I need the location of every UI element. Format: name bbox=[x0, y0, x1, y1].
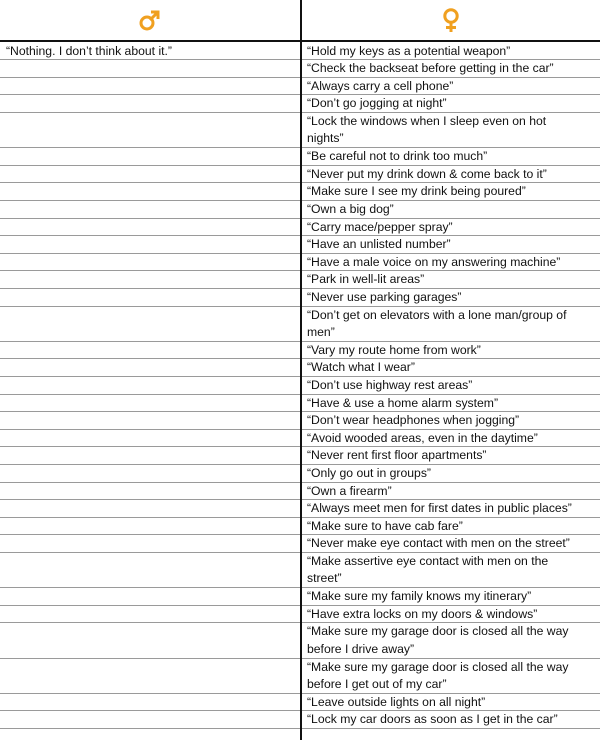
precaution-item: “Carry mace/pepper spray” bbox=[307, 219, 453, 234]
row-divider bbox=[0, 482, 300, 483]
row-divider bbox=[0, 306, 300, 307]
precaution-item: “Never put my drink down & come back to it” bbox=[307, 166, 547, 181]
precaution-item: “Lock my car doors as soon as I get in the car” bbox=[307, 712, 558, 727]
precaution-item: “Never make eye contact with men on the street” bbox=[307, 536, 570, 551]
precaution-item: “Avoid wooded areas, even in the daytime” bbox=[307, 430, 538, 445]
row-divider bbox=[0, 517, 300, 518]
row-divider bbox=[0, 587, 300, 588]
row-divider bbox=[0, 147, 300, 148]
row-divider bbox=[0, 235, 300, 236]
precaution-item: “Never use parking garages” bbox=[307, 289, 462, 304]
row-divider bbox=[0, 376, 300, 377]
male-symbol-icon bbox=[138, 8, 162, 32]
precaution-item: “Watch what I wear” bbox=[307, 360, 415, 375]
row-divider bbox=[0, 341, 300, 342]
precaution-item: “Hold my keys as a potential weapon” bbox=[307, 43, 511, 58]
precaution-item: “Always carry a cell phone” bbox=[307, 78, 454, 93]
precaution-item: “Only go out in groups” bbox=[307, 465, 431, 480]
row-divider bbox=[0, 253, 300, 254]
precaution-item: “Own a firearm” bbox=[307, 483, 392, 498]
precaution-item: “Make sure my garage door is closed all the way before I get out of my car” bbox=[307, 659, 569, 691]
row-divider bbox=[0, 218, 300, 219]
row-divider bbox=[0, 464, 300, 465]
row-divider bbox=[0, 552, 300, 553]
precaution-item: “Leave outside lights on all night” bbox=[307, 694, 486, 709]
row-divider bbox=[0, 446, 300, 447]
row-divider bbox=[0, 499, 300, 500]
precaution-item: “Make sure I see my drink being poured” bbox=[307, 184, 526, 199]
precaution-item: “Lock the windows when I sleep even on hot nights” bbox=[307, 113, 547, 146]
precaution-item: “Always meet men for first dates in public places” bbox=[307, 501, 572, 516]
row-divider bbox=[0, 429, 300, 430]
female-column-header bbox=[302, 0, 600, 40]
precaution-item: “Never rent first floor apartments” bbox=[307, 448, 487, 463]
row-divider bbox=[0, 693, 300, 694]
row-divider bbox=[0, 270, 300, 271]
precaution-item: “Don’t get on elevators with a lone man/group of men” bbox=[307, 307, 567, 339]
row-divider bbox=[0, 182, 300, 183]
precaution-item: “Be careful not to drink too much” bbox=[307, 149, 488, 164]
table-body bbox=[0, 42, 600, 740]
row-divider bbox=[0, 728, 300, 729]
precaution-item: “Check the backseat before getting in the car” bbox=[307, 61, 554, 76]
precaution-item: “Vary my route home from work” bbox=[307, 342, 481, 357]
precaution-item: “Have a male voice on my answering machine” bbox=[307, 254, 561, 269]
precaution-item: “Make sure my garage door is closed all the way before I drive away” bbox=[307, 624, 569, 656]
row-divider bbox=[0, 605, 300, 606]
precaution-item: “Own a big dog” bbox=[307, 201, 394, 216]
precaution-item: “Don’t wear headphones when jogging” bbox=[307, 413, 520, 428]
precaution-item: “Have extra locks on my doors & windows” bbox=[307, 606, 538, 621]
precaution-item: “Park in well-lit areas” bbox=[307, 272, 425, 287]
row-divider bbox=[0, 94, 300, 95]
row-divider bbox=[0, 394, 300, 395]
row-divider bbox=[0, 534, 300, 535]
row-divider bbox=[0, 112, 300, 113]
precaution-item: “Make sure my family knows my itinerary” bbox=[307, 589, 532, 604]
male-response: “Nothing. I don’t think about it.” bbox=[6, 44, 172, 58]
row-divider bbox=[0, 59, 300, 60]
row-divider bbox=[0, 288, 300, 289]
precaution-item: “Make sure to have cab fare” bbox=[307, 518, 463, 533]
precaution-item: “Don’t go jogging at night” bbox=[307, 96, 447, 111]
row-divider bbox=[0, 358, 300, 359]
male-column-header bbox=[0, 0, 300, 40]
row-divider bbox=[0, 658, 300, 659]
row-divider bbox=[0, 710, 300, 711]
row-divider bbox=[0, 622, 300, 623]
precaution-item: “Have an unlisted number” bbox=[307, 237, 451, 252]
row-divider bbox=[0, 200, 300, 201]
row-divider bbox=[0, 77, 300, 78]
female-symbol-icon bbox=[441, 7, 461, 33]
precaution-item: “Don’t use highway rest areas” bbox=[307, 377, 473, 392]
precaution-item: “Have & use a home alarm system” bbox=[307, 395, 499, 410]
precaution-item: “Make assertive eye contact with men on the street” bbox=[307, 553, 549, 586]
row-divider bbox=[302, 728, 600, 729]
row-divider bbox=[0, 165, 300, 166]
row-divider bbox=[0, 411, 300, 412]
